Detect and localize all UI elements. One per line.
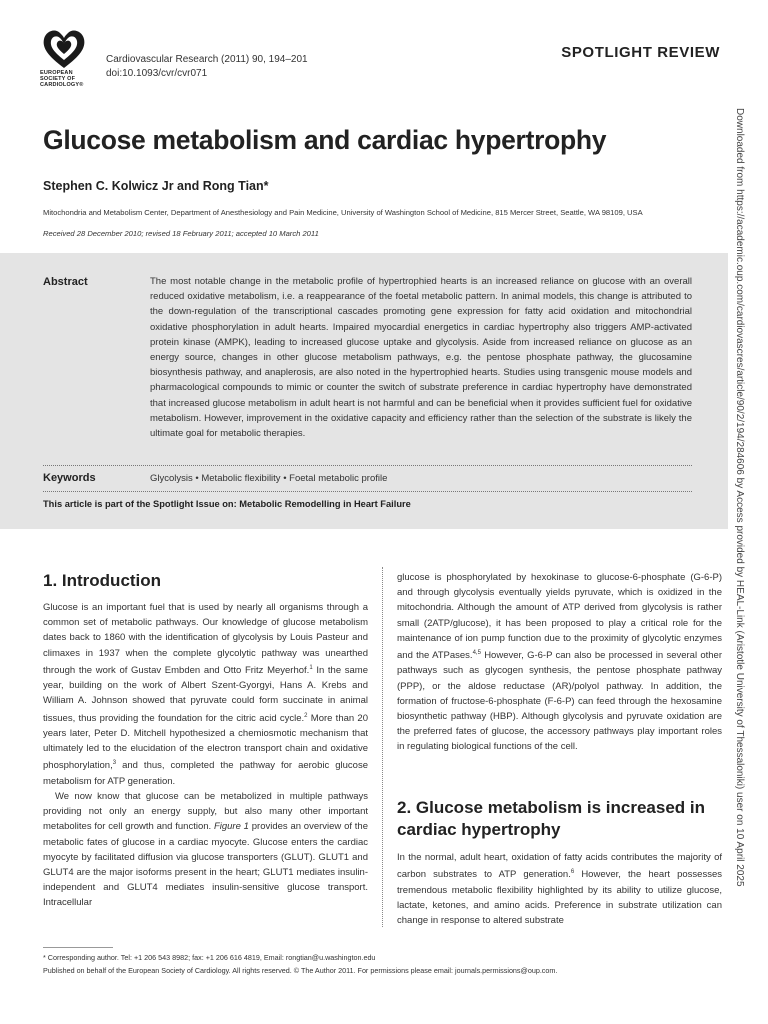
section2-heading: 2. Glucose metabolism is increased in cardiac hypertrophy — [397, 798, 706, 839]
citation-ref[interactable]: 2 — [304, 712, 308, 719]
spotlight-issue-note: This article is part of the Spotlight Issue on: Metabolic Remodelling in Heart Failure — [43, 499, 411, 509]
affiliation: Mitochondria and Metabolism Center, Department of Anesthesiology and Pain Medicine, University of Washington School of Medicine, 815 Mercer Street, Seattle, WA 98109, USA — [43, 208, 643, 217]
column-divider — [382, 567, 383, 927]
intro-paragraph: We now know that glucose can be metabolized in multiple pathways providing not only an energy supply, but also many other important metabolites for cell growth and function. Figure 1 provides an overview of the metabolic fates of glucose in a cardiac myocyte. Glucose enters the cardiac myocyte by facilitated diffusion via glucose transporters (GLUT). GLUT1 and GLUT4 are the major isoforms present in the heart; GLUT1 mediates insulin-independent and GLUT4 mediates insulin-sensitive glucose transport. Intracellular — [43, 790, 368, 909]
download-watermark — [734, 108, 748, 938]
intro-paragraph: Glucose is an important fuel that is used by nearly all organisms through a common set of metabolic pathways. Our knowledge of glucose metabolism dates back to 1860 with the identification of glycolysis by Louis Pasteur and climaxes in 1937 when the complete glycolytic pathway was unearthed through the work of Gustav Embden and Otto Fritz Meyerhof.$^1$ In the same year, building on the work of Albert Szent-Gyorgyi, Hans A. Krebs and William A. Johnson showed that pyruvate could form succinate in animal tissues, thus providing the foundation for the citric acid cycle.$^2$ More than 20 years later, Peter D. Mitchell hypothesized a chemiosmotic mechanism that ultimately led to the elucidation of the electron transport chain and oxidative phosphorylation,$^3$ and thus, completed the pathway for aerobic glucose metabolism for ATP generation. — [43, 602, 369, 787]
citation-ref[interactable]: 3 — [112, 760, 117, 767]
journal-line: Cardiovascular Research (2011) 90, 194–201 — [106, 54, 308, 65]
publisher-note: Published on behalf of the European Society of Cardiology. All rights reserved. © The Author 2011. For permissions please email: journals.permissions@oup.com. — [43, 966, 558, 975]
intro-body — [43, 600, 368, 911]
body-paragraph: In the normal, adult heart, oxidation of fatty acids contributes the majority of carbon substrates to ATP generation.$^6$ However, the heart possesses tremendous metabolic flexibility highlighted by its ability to utilize glucose, lactate, ketones, and amino acids. Preference in substrate utilization can change in response to altered substrate — [397, 852, 722, 926]
keywords-divider — [43, 465, 692, 466]
download-note: Downloaded from https://academic.oup.com/cardiovascres/article/90/2/194/284606 by Access provided by HEAL-Link (Aristotle University of Thessaloniki) user on 10 April 2025 — [734, 108, 745, 887]
right-column-body — [397, 570, 722, 755]
intro-heading: 1. Introduction — [43, 571, 162, 590]
citation-ref[interactable]: 6 — [570, 869, 575, 876]
abstract-text: The most notable change in the metabolic profile of hypertrophied hearts is an increased reliance on glucose with an overall reduced oxidative metabolism, i.e. a reappearance of the foetal metabolic pattern. In animal models, this change is attributed to the down-regulation of the transcriptional cascades promoting gene expression for fatty acid oxidation and mitochondrial oxidative phosphorylation in adult hearts. Impaired myocardial energetics in cardiac hypertrophy also triggers AMP-activated protein kinase (AMPK), leading to increased glucose uptake and glycolysis. Aside from increased reliance on glucose as an energy source, changes in other glucose metabolism pathways, e.g. the pentose phosphate pathway, the glucosamine biosynthesis pathway, and anaplerosis, are also noted in the hypertrophied hearts. Studies using transgenic mouse models and pharmacological compounds to mimic or counter the switch of substrate preference in cardiac hypertrophy have demonstrated that increased glucose metabolism in adult heart is not harmful and can be beneficial when it provides sufficient fuel for oxidative metabolism. However, improvement in the oxidative capacity and efficiency rather than the selection of the substrate is likely the ultimate goal for metabolic therapies. — [150, 276, 692, 440]
keywords-text: Glycolysis • Metabolic flexibility • Foetal metabolic profile — [150, 473, 388, 484]
citation-ref[interactable]: 4,5 — [472, 650, 481, 657]
journal-citation — [106, 53, 308, 81]
keywords-label: Keywords — [43, 472, 96, 484]
figure-link[interactable]: Figure 1 — [213, 821, 249, 833]
section-label: SPOTLIGHT REVIEW — [561, 44, 720, 61]
keywords-divider-bottom — [43, 491, 692, 492]
citation-ref[interactable]: 1 — [309, 664, 313, 671]
footnote-rule — [43, 947, 113, 948]
doi-line: doi:10.1093/cvr/cvr071 — [106, 68, 208, 79]
section2-body — [397, 850, 722, 928]
society-name: EUROPEAN SOCIETY OF CARDIOLOGY® — [40, 70, 84, 88]
corresponding-author-note: * Corresponding author. Tel: +1 206 543 8982; fax: +1 206 616 4819, Email: rongtian@u.washington.edu — [43, 953, 376, 962]
article-title: Glucose metabolism and cardiac hypertrophy — [43, 125, 607, 155]
abstract-label: Abstract — [43, 276, 88, 288]
article-dates: Received 28 December 2010; revised 18 February 2011; accepted 10 March 2011 — [43, 229, 319, 238]
body-paragraph: glucose is phosphorylated by hexokinase to glucose-6-phosphate (G-6-P) and through glycolysis eventually yields pyruvate, which is oxidized in the mitochondria. Although the amount of ATP derived from glycolysis is rather small (2ATP/glucose), it has been proposed to play a critical role for the maintenance of ion pump function due to the proximity of glycolytic enzymes and the ATPases.$^{4,5}$ However, G-6-P can also be processed in several other pathways such as glycogen synthesis, the pentose phosphate pathway (PPP), or the aldose reductase (AR)/polyol pathway. In addition, the formation of fructose-6-phosphate (F-6-P) can feed through the hexosamine biosynthetic pathway (HBP). Although glycolysis and pyruvate oxidation are the preferred fates of glucose, the accessory pathways play important roles in regulating biological functions of the cell. — [397, 572, 722, 753]
article-authors: Stephen C. Kolwicz Jr and Rong Tian* — [43, 179, 269, 193]
